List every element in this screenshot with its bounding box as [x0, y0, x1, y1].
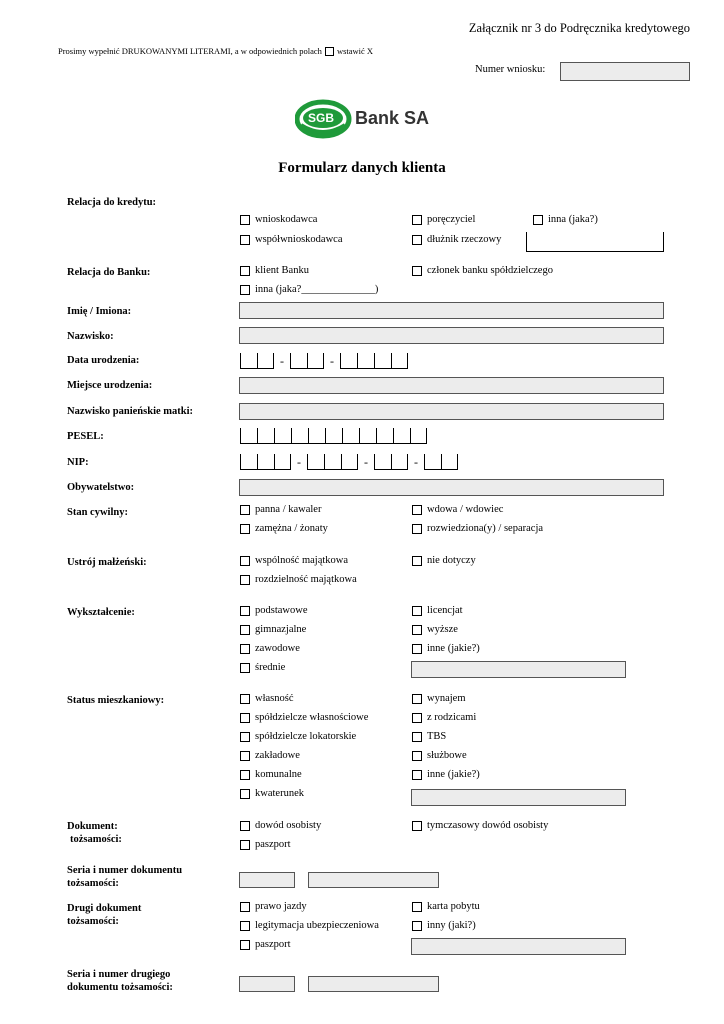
- checkbox[interactable]: [240, 751, 250, 761]
- checkbox[interactable]: [412, 215, 422, 225]
- option-kwaterunek[interactable]: [240, 788, 304, 799]
- education-label: Wykształcenie:: [67, 607, 135, 618]
- citizenship-label: Obywatelstwo:: [67, 482, 135, 493]
- option-gimnazjalne[interactable]: [240, 624, 306, 635]
- birth-place-field[interactable]: [239, 377, 664, 394]
- nip-separator: -: [297, 455, 301, 469]
- date-separator: -: [330, 354, 334, 368]
- option-label: rozwiedziona(y) / separacja: [427, 523, 544, 534]
- first-names-label: Imię / Imiona:: [67, 306, 132, 317]
- checkbox[interactable]: [412, 625, 422, 635]
- option-wspolwnioskodawca[interactable]: [240, 234, 343, 245]
- mother-maiden-label: Nazwisko panieńskie matki:: [67, 406, 194, 417]
- option-label: współwnioskodawca: [255, 234, 343, 245]
- option-label: inny (jaki?): [427, 920, 476, 931]
- option-label: klient Banku: [255, 265, 309, 276]
- option-dowod-osobisty[interactable]: [240, 820, 321, 831]
- option-wdowa-wdowiec[interactable]: [412, 504, 503, 515]
- logo-badge-text: SGB: [308, 111, 335, 125]
- birth-date-label: Data urodzenia:: [67, 355, 140, 366]
- option-label: komunalne: [255, 769, 302, 780]
- option-label: dłużnik rzeczowy: [427, 234, 502, 245]
- option-wynajem[interactable]: [412, 693, 466, 704]
- option-label: prawo jazdy: [255, 901, 307, 912]
- option-spoldzielcze-wlasnosciowe[interactable]: [240, 712, 368, 723]
- application-number-label: Numer wniosku:: [475, 64, 546, 75]
- second-series-field[interactable]: [239, 976, 295, 992]
- other-relation-field[interactable]: [526, 232, 664, 252]
- option-inne-wyksztalcenie[interactable]: [412, 643, 480, 654]
- checkbox[interactable]: [412, 644, 422, 654]
- second-number-field[interactable]: [308, 976, 439, 992]
- option-dluznik-rzeczowy[interactable]: [412, 234, 501, 245]
- checkbox[interactable]: [240, 644, 250, 654]
- option-legitymacja[interactable]: [240, 920, 379, 931]
- option-komunalne[interactable]: [240, 769, 302, 780]
- checkbox[interactable]: [240, 285, 250, 295]
- year-digits[interactable]: [340, 353, 408, 369]
- option-label: wyższe: [427, 624, 458, 635]
- option-label: TBS: [427, 731, 447, 742]
- checkbox[interactable]: [412, 770, 422, 780]
- checkbox[interactable]: [240, 902, 250, 912]
- option-zawodowe[interactable]: [240, 643, 300, 654]
- nip-group-1[interactable]: [240, 454, 291, 470]
- option-label: tymczasowy dowód osobisty: [427, 820, 549, 831]
- checkbox[interactable]: [240, 625, 250, 635]
- instruction-text: [58, 46, 373, 56]
- other-housing-field[interactable]: [411, 789, 626, 806]
- checkbox[interactable]: [412, 694, 422, 704]
- checkbox-sample-icon: [325, 47, 334, 56]
- option-zakladowe[interactable]: [240, 750, 300, 761]
- option-label: inna (jaka?): [548, 214, 598, 225]
- option-label: paszport: [255, 939, 291, 950]
- option-panna-kawaler[interactable]: [240, 504, 321, 515]
- option-srednie[interactable]: [240, 662, 285, 673]
- option-licencjat[interactable]: [412, 605, 463, 616]
- day-digits[interactable]: [240, 353, 274, 369]
- option-spoldzielcze-lokatorskie[interactable]: [240, 731, 356, 742]
- month-digits[interactable]: [290, 353, 324, 369]
- application-number-field[interactable]: [560, 62, 690, 81]
- checkbox[interactable]: [412, 751, 422, 761]
- checkbox[interactable]: [412, 732, 422, 742]
- checkbox[interactable]: [240, 606, 250, 616]
- option-tbs[interactable]: [412, 731, 446, 742]
- first-names-field[interactable]: [239, 302, 664, 319]
- mother-maiden-field[interactable]: [239, 403, 664, 420]
- option-rozdzielnosc[interactable]: [240, 574, 357, 585]
- option-label: zamężna / żonaty: [255, 523, 328, 534]
- option-label: podstawowe: [255, 605, 308, 616]
- option-label: spółdzielcze lokatorskie: [255, 731, 357, 742]
- option-inna-bank[interactable]: [240, 284, 378, 295]
- option-inna[interactable]: [533, 214, 598, 225]
- checkbox[interactable]: [240, 575, 250, 585]
- option-wlasnosc[interactable]: [240, 693, 294, 704]
- checkbox[interactable]: [240, 235, 250, 245]
- checkbox[interactable]: [240, 215, 250, 225]
- checkbox[interactable]: [240, 505, 250, 515]
- checkbox[interactable]: [240, 713, 250, 723]
- citizenship-field[interactable]: [239, 479, 664, 496]
- option-label: własność: [255, 693, 294, 704]
- option-sluzbowe[interactable]: [412, 750, 467, 761]
- checkbox[interactable]: [412, 524, 422, 534]
- checkbox[interactable]: [240, 840, 250, 850]
- option-nie-dotyczy[interactable]: [412, 555, 476, 566]
- option-label: gimnazjalne: [255, 624, 307, 635]
- option-label: nie dotyczy: [427, 555, 476, 566]
- pesel-digits[interactable]: [240, 428, 427, 444]
- sgb-logo: [295, 99, 430, 139]
- nip-separator: -: [364, 455, 368, 469]
- nip-group-3[interactable]: [374, 454, 408, 470]
- form-title: Formularz danych klienta: [278, 160, 446, 176]
- option-label: z rodzicami: [427, 712, 477, 723]
- option-label: licencjat: [427, 605, 463, 616]
- second-series-label-line2: dokumentu tożsamości:: [67, 982, 173, 993]
- option-tymczasowy-dowod[interactable]: [412, 820, 548, 831]
- option-label: wdowa / wdowiec: [427, 504, 504, 515]
- second-doc-label: [67, 902, 141, 928]
- second-doc-label-line2: tożsamości:: [67, 916, 119, 927]
- option-label: zakładowe: [255, 750, 300, 761]
- option-label: panna / kawaler: [255, 504, 322, 515]
- checkbox[interactable]: [240, 940, 250, 950]
- option-paszport-2[interactable]: [240, 939, 291, 950]
- option-label: wynajem: [427, 693, 466, 704]
- checkbox[interactable]: [240, 556, 250, 566]
- marital-property-label: Ustrój małżeński:: [67, 557, 147, 568]
- option-karta-pobytu[interactable]: [412, 901, 480, 912]
- checkbox[interactable]: [533, 215, 543, 225]
- option-inne-mieszkanie[interactable]: [412, 769, 480, 780]
- checkbox[interactable]: [412, 266, 422, 276]
- birth-date-field[interactable]: [240, 353, 408, 369]
- option-label: legitymacja ubezpieczeniowa: [255, 920, 379, 931]
- option-label: karta pobytu: [427, 901, 480, 912]
- option-label: paszport: [255, 839, 291, 850]
- annex-note: Załącznik nr 3 do Podręcznika kredytowego: [468, 21, 690, 35]
- checkbox[interactable]: [240, 821, 250, 831]
- option-label: służbowe: [427, 750, 467, 761]
- civil-status-label: Stan cywilny:: [67, 507, 128, 518]
- option-label: dowód osobisty: [255, 820, 322, 831]
- checkbox[interactable]: [240, 789, 250, 799]
- other-education-field[interactable]: [411, 661, 626, 678]
- option-wyzsze[interactable]: [412, 624, 458, 635]
- option-poreczyciel[interactable]: [412, 214, 475, 225]
- option-label: średnie: [255, 662, 286, 673]
- option-czlonek-banku[interactable]: [412, 265, 553, 276]
- checkbox[interactable]: [240, 694, 250, 704]
- checkbox[interactable]: [240, 663, 250, 673]
- option-inny-dokument[interactable]: [412, 920, 476, 931]
- id-doc-label-line2: tożsamości:: [70, 834, 122, 845]
- id-series-label-line2: tożsamości:: [67, 878, 119, 889]
- checkbox[interactable]: [412, 821, 422, 831]
- checkbox[interactable]: [412, 556, 422, 566]
- pesel-label: PESEL:: [67, 431, 104, 442]
- nip-separator: -: [414, 455, 418, 469]
- checkbox[interactable]: [412, 235, 422, 245]
- checkbox[interactable]: [412, 902, 422, 912]
- id-series-label: [67, 864, 182, 890]
- option-label: inne (jakie?): [427, 643, 480, 654]
- relation-bank-label: Relacja do Banku:: [67, 267, 151, 278]
- checkbox[interactable]: [412, 921, 422, 931]
- id-doc-label-line1: Dokument:: [67, 821, 118, 832]
- surname-field[interactable]: [239, 327, 664, 344]
- option-label: kwaterunek: [255, 788, 304, 799]
- id-number-field[interactable]: [308, 872, 439, 888]
- logo-text: Bank SA: [355, 108, 430, 128]
- option-paszport[interactable]: [240, 839, 291, 850]
- checkbox[interactable]: [240, 524, 250, 534]
- checkbox[interactable]: [412, 713, 422, 723]
- nip-field[interactable]: [240, 454, 458, 470]
- id-series-label-line1: Seria i numer dokumentu: [67, 865, 183, 876]
- option-wspolnosc[interactable]: [240, 555, 348, 566]
- surname-label: Nazwisko:: [67, 331, 114, 342]
- second-series-label-line1: Seria i numer drugiego: [67, 969, 171, 980]
- option-prawo-jazdy[interactable]: [240, 901, 307, 912]
- date-separator: -: [280, 354, 284, 368]
- option-klient-banku[interactable]: [240, 265, 309, 276]
- checkbox[interactable]: [412, 606, 422, 616]
- option-label: członek banku spółdzielczego: [427, 265, 553, 276]
- id-doc-label: [67, 820, 122, 846]
- nip-label: NIP:: [67, 457, 89, 468]
- second-doc-label-line1: Drugi dokument: [67, 903, 142, 914]
- option-label: rozdzielność majątkowa: [255, 574, 357, 585]
- housing-label: Status mieszkaniowy:: [67, 695, 165, 706]
- id-series-field[interactable]: [239, 872, 295, 888]
- option-label: zawodowe: [255, 643, 300, 654]
- option-rozwiedziona[interactable]: [412, 523, 543, 534]
- option-label: wnioskodawca: [255, 214, 318, 225]
- option-label: spółdzielcze własnościowe: [255, 712, 369, 723]
- option-z-rodzicami[interactable]: [412, 712, 476, 723]
- second-series-label: [67, 968, 173, 994]
- option-label: wspólność majątkowa: [255, 555, 349, 566]
- nip-group-2[interactable]: [307, 454, 358, 470]
- option-label: inne (jakie?): [427, 769, 480, 780]
- instruction-prefix: Prosimy wypełnić DRUKOWANYMI LITERAMI, a w odpowiednich polach: [58, 46, 322, 56]
- option-podstawowe[interactable]: [240, 605, 308, 616]
- checkbox[interactable]: [240, 732, 250, 742]
- nip-group-4[interactable]: [424, 454, 458, 470]
- relation-credit-label: Relacja do kredytu:: [67, 197, 157, 208]
- birth-place-label: Miejsce urodzenia:: [67, 380, 153, 391]
- checkbox[interactable]: [412, 505, 422, 515]
- other-document-field[interactable]: [411, 938, 626, 955]
- option-label: poręczyciel: [427, 214, 476, 225]
- checkbox[interactable]: [240, 770, 250, 780]
- option-zamezna-zonaty[interactable]: [240, 523, 328, 534]
- checkbox[interactable]: [240, 266, 250, 276]
- option-wnioskodawca[interactable]: [240, 214, 317, 225]
- instruction-suffix: wstawić X: [336, 46, 374, 56]
- option-label: inna (jaka?______________): [255, 284, 379, 295]
- checkbox[interactable]: [240, 921, 250, 931]
